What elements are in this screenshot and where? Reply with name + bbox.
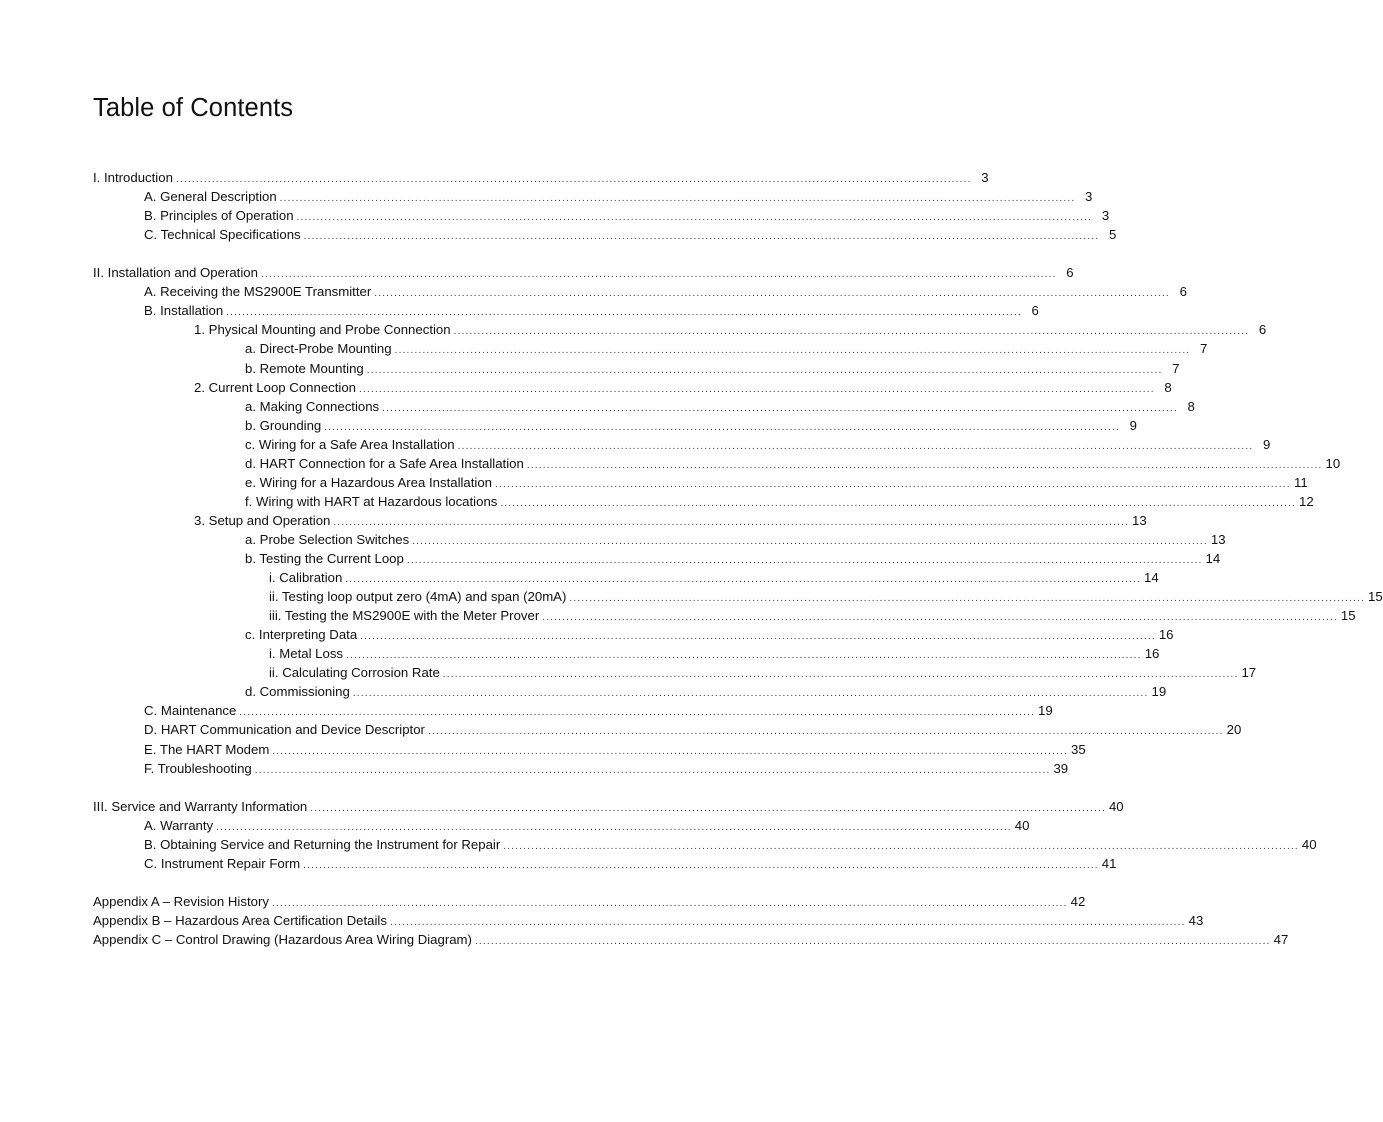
toc-entry-label: a. Making Connections	[245, 398, 380, 414]
toc-leader-dots: ........................................................................................................................................................................................................	[352, 688, 1149, 700]
toc-entry-page: 3	[1085, 189, 1093, 205]
toc-entry-label: Appendix C – Control Drawing (Hazardous Area Wiring Diagram)	[93, 932, 472, 947]
toc-leader-dots: ........................................................................................................................................................................................................	[503, 840, 1299, 852]
toc-entry[interactable]	[245, 492, 1314, 511]
toc-entry-label: i. Metal Loss	[269, 646, 344, 662]
toc-leader-dots: ........................................................................................................................................................................................................	[412, 535, 1208, 547]
toc-entry[interactable]	[245, 359, 1180, 378]
toc-entry-page: 11	[1294, 474, 1308, 490]
toc-entry-page: 39	[1053, 760, 1069, 776]
toc-leader-dots: ........................................................................................................................................................................................................	[324, 421, 1120, 433]
toc-entry-page: 16	[1158, 627, 1174, 643]
toc-entry-label: A. Receiving the MS2900E Transmitter	[144, 284, 372, 300]
toc-leader-dots: ........................................................................................................................................................................................................	[442, 669, 1239, 681]
toc-entry[interactable]	[194, 511, 1147, 530]
toc-entry-page: 20	[1226, 722, 1242, 738]
toc-leader-dots: ........................................................................................................................................................................................................	[303, 859, 1099, 871]
toc-entry[interactable]	[144, 720, 1242, 739]
toc-entry-page: 13	[1132, 512, 1147, 528]
toc-entry[interactable]	[144, 759, 1069, 778]
toc-entry-page: 47	[1273, 932, 1289, 947]
toc-leader-dots: ........................................................................................................................................................................................................	[366, 364, 1163, 376]
toc-entry-page: 40	[1014, 817, 1030, 833]
toc-leader-dots: ........................................................................................................................................................................................................	[346, 650, 1142, 662]
toc-leader-dots: ........................................................................................................................................................................................................	[542, 612, 1338, 624]
toc-entry-label: f. Wiring with HART at Hazardous locations	[245, 493, 498, 509]
toc-entry-label: C. Maintenance	[144, 703, 237, 719]
toc-leader-dots: ........................................................................................................................................................................................................	[374, 288, 1170, 300]
toc-entry[interactable]	[245, 454, 1341, 473]
toc-entry[interactable]	[144, 835, 1317, 854]
toc-leader-dots: ........................................................................................................................................................................................................	[474, 936, 1271, 947]
toc-entry[interactable]	[93, 168, 989, 187]
toc-leader-dots: ........................................................................................................................................................................................................	[260, 269, 1057, 281]
toc-leader-dots: ........................................................................................................................................................................................................	[495, 478, 1291, 490]
toc-entry[interactable]	[245, 339, 1208, 358]
toc-leader-dots: ........................................................................................................................................................................................................	[360, 631, 1156, 643]
toc-entry-label: 1. Physical Mounting and Probe Connection	[194, 322, 451, 338]
toc-leader-dots: ........................................................................................................................................................................................................	[500, 497, 1297, 509]
toc-leader-dots: ........................................................................................................................................................................................................	[345, 574, 1141, 586]
toc-entry-label: 2. Current Loop Connection	[194, 379, 357, 395]
toc-entry-label: i. Calibration	[269, 570, 343, 586]
toc-entry[interactable]	[144, 816, 1030, 835]
toc-entry-label: a. Direct-Probe Mounting	[245, 341, 392, 357]
toc-entry[interactable]	[144, 701, 1053, 720]
toc-entry-page: 6	[1031, 303, 1039, 319]
toc-leader-dots: ........................................................................................................................................................................................................	[333, 516, 1130, 528]
toc-entry[interactable]	[269, 663, 1257, 682]
toc-entry-label: B. Principles of Operation	[144, 208, 294, 224]
toc-leader-dots: ........................................................................................................................................................................................................	[427, 726, 1224, 738]
toc-leader-dots: ........................................................................................................................................................................................................	[272, 745, 1069, 757]
toc-entry-label: b. Testing the Current Loop	[245, 551, 404, 566]
toc-entry-page: 3	[981, 170, 989, 185]
toc-entry-page: 8	[1164, 379, 1172, 395]
toc-leader-dots: ........................................................................................................................................................................................................	[254, 764, 1051, 776]
toc-entry[interactable]	[144, 187, 1093, 206]
toc-entry-label: b. Grounding	[245, 417, 322, 433]
toc-leader-dots: ........................................................................................................................................................................................................	[296, 212, 1093, 224]
toc-leader-dots: ........................................................................................................................................................................................................	[303, 231, 1100, 243]
toc-leader-dots: ........................................................................................................................................................................................................	[382, 402, 1178, 414]
toc-entry-label: III. Service and Warranty Information	[93, 798, 308, 814]
toc-leader-dots: ........................................................................................................................................................................................................	[569, 593, 1366, 605]
toc-entry-page: 7	[1172, 360, 1180, 376]
toc-entry-page: 42	[1070, 893, 1086, 909]
toc-entry-page: 9	[1129, 417, 1137, 433]
toc-entry[interactable]	[144, 206, 1110, 225]
toc-entry-page: 41	[1101, 855, 1117, 871]
toc-entry-label: A. Warranty	[144, 817, 214, 833]
toc-entry-label: I. Introduction	[93, 170, 173, 185]
toc-leader-dots: ........................................................................................................................................................................................................	[226, 307, 1022, 319]
toc-entry[interactable]	[245, 625, 1174, 644]
toc-leader-dots: ........................................................................................................................................................................................................	[271, 897, 1068, 909]
toc-entry[interactable]	[93, 263, 1074, 282]
toc-leader-dots: ........................................................................................................................................................................................................	[457, 440, 1254, 452]
toc-entry-label: b. Remote Mounting	[245, 360, 364, 376]
toc-leader-dots: ........................................................................................................................................................................................................	[526, 459, 1323, 471]
toc-entry-page: 15	[1340, 608, 1356, 624]
toc-entry-label: ii. Testing loop output zero (4mA) and span (20mA)	[269, 589, 567, 605]
toc-entry-page: 8	[1187, 398, 1195, 414]
toc-entry-page: 19	[1038, 703, 1053, 719]
toc-entry[interactable]	[93, 892, 1086, 911]
toc-entry-page: 5	[1108, 227, 1117, 243]
toc-entry[interactable]	[269, 587, 1383, 606]
toc-entry[interactable]	[245, 473, 1308, 492]
toc-entry-label: C. Technical Specifications	[144, 227, 301, 243]
toc-entry-page: 15	[1368, 589, 1383, 605]
toc-entry-page: 3	[1101, 208, 1110, 224]
toc-entry-label: Appendix A – Revision History	[93, 893, 269, 909]
toc-entry-page: 6	[1258, 322, 1267, 338]
toc-entry-page: 14	[1143, 570, 1159, 586]
toc-entry-page: 6	[1066, 265, 1074, 281]
toc-entry[interactable]	[93, 797, 1124, 816]
toc-entry-label: II. Installation and Operation	[93, 265, 258, 281]
toc-entry-page: 40	[1301, 836, 1317, 852]
toc-leader-dots: ........................................................................................................................................................................................................	[216, 821, 1012, 833]
toc-entry-label: ii. Calculating Corrosion Rate	[269, 665, 440, 681]
toc-entry-page: 14	[1205, 551, 1221, 566]
toc-entry-label: c. Interpreting Data	[245, 627, 358, 643]
toc-leader-dots: ........................................................................................................................................................................................................	[453, 326, 1250, 338]
toc-entry-page: 17	[1241, 665, 1257, 681]
toc-entry-label: D. HART Communication and Device Descriptor	[144, 722, 425, 738]
toc-entry[interactable]	[245, 435, 1271, 454]
toc-entry-label: B. Installation	[144, 303, 224, 319]
toc-entry-page: 19	[1151, 684, 1167, 700]
toc-entry[interactable]	[144, 854, 1117, 873]
toc-entry[interactable]	[245, 397, 1195, 416]
toc-entry-label: 3. Setup and Operation	[194, 512, 331, 528]
toc-entry[interactable]	[144, 282, 1187, 301]
toc-leader-dots: ........................................................................................................................................................................................................	[406, 555, 1203, 566]
toc-entry-label: d. Commissioning	[245, 684, 350, 700]
toc-entry-page: 7	[1199, 341, 1208, 357]
toc-leader-dots: ........................................................................................................................................................................................................	[175, 174, 972, 185]
toc-entry-label: A. General Description	[144, 189, 277, 205]
toc-entry[interactable]	[245, 530, 1226, 549]
toc-entry[interactable]	[194, 378, 1172, 397]
toc-entry[interactable]	[245, 549, 1221, 568]
toc-leader-dots: ........................................................................................................................................................................................................	[239, 707, 1036, 719]
toc-entry-page: 43	[1188, 912, 1204, 928]
toc-entry[interactable]	[144, 301, 1039, 320]
toc-leader-dots: ........................................................................................................................................................................................................	[394, 345, 1191, 357]
toc-entry-label: d. HART Connection for a Safe Area Installation	[245, 455, 524, 471]
toc-entry-label: iii. Testing the MS2900E with the Meter Prover	[269, 608, 540, 624]
toc-entry[interactable]	[93, 911, 1204, 930]
toc-entry-label: E. The HART Modem	[144, 741, 270, 757]
toc-entry[interactable]	[93, 930, 1289, 949]
toc-leader-dots: ........................................................................................................................................................................................................	[389, 916, 1186, 928]
toc-entry-page: 40	[1108, 798, 1124, 814]
toc-entry-label: c. Wiring for a Safe Area Installation	[245, 436, 455, 452]
toc-entry[interactable]	[144, 740, 1086, 759]
toc-entry[interactable]	[144, 225, 1117, 244]
toc-entry[interactable]	[194, 320, 1267, 339]
toc-entry-page: 9	[1262, 436, 1271, 452]
toc-entry-page: 10	[1325, 455, 1341, 471]
toc-entry-page: 16	[1144, 646, 1160, 662]
toc-leader-dots: ........................................................................................................................................................................................................	[310, 802, 1106, 814]
toc-entry[interactable]	[269, 606, 1356, 625]
page-title: Table of Contents	[93, 94, 294, 122]
toc-entry-page: 12	[1299, 493, 1314, 509]
toc-entry-page: 35	[1071, 741, 1086, 757]
toc-entry-label: F. Troubleshooting	[144, 760, 252, 776]
toc-entry-label: Appendix B – Hazardous Area Certification Details	[93, 912, 387, 928]
toc-entry-label: C. Instrument Repair Form	[144, 855, 301, 871]
toc-entry-page: 13	[1210, 531, 1226, 547]
toc-entry-page: 6	[1179, 284, 1187, 300]
toc-entry-label: e. Wiring for a Hazardous Area Installation	[245, 474, 493, 490]
toc-entry[interactable]	[269, 644, 1160, 663]
toc-entry-label: a. Probe Selection Switches	[245, 531, 410, 547]
toc-leader-dots: ........................................................................................................................................................................................................	[279, 193, 1076, 205]
toc-entry-label: B. Obtaining Service and Returning the Instrument for Repair	[144, 836, 501, 852]
toc-entry[interactable]	[245, 416, 1137, 435]
toc-entry[interactable]	[245, 682, 1167, 701]
toc-leader-dots: ........................................................................................................................................................................................................	[359, 383, 1155, 395]
toc-entry[interactable]	[269, 568, 1159, 587]
